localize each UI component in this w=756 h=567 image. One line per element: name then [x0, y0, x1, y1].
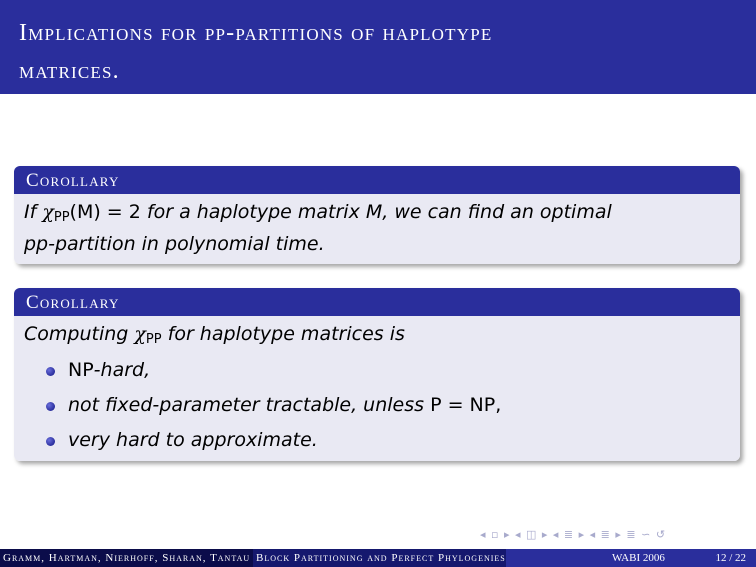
chi-symbol: χ [42, 201, 54, 223]
item-2-text: not fixed-parameter tractable, unless [68, 394, 425, 416]
footer-page-number: 12 / 22 [715, 552, 746, 564]
list-item [24, 353, 730, 388]
footer-event: WABI 2006 [612, 552, 665, 564]
slide-title-line2: matrices. [19, 58, 120, 84]
corollary-2-intro-a: Computing [24, 323, 129, 345]
corollary-1-equation: (M) = 2 [69, 201, 141, 223]
corollary-2-intro [24, 321, 730, 353]
corollary-1-if: If [24, 201, 37, 223]
slide-title [0, 0, 756, 94]
footer-right [506, 549, 756, 567]
corollary-block-2-body [14, 316, 740, 461]
corollary-1-line2: pp-partition in polynomial time. [24, 233, 325, 255]
corollary-2-intro-b: for haplotype matrices is [161, 323, 405, 345]
bullet-icon [46, 402, 55, 411]
corollary-block-1-body [14, 194, 740, 264]
list-item [24, 388, 730, 423]
item-2-equation: P = NP, [424, 394, 502, 416]
bullet-icon [46, 367, 55, 376]
footer-short-title: Block Partitioning and Perfect Phylogenies [253, 549, 506, 567]
footer-authors: Gramm, Hartman, Nierhoff, Sharan, Tantau [0, 549, 253, 567]
pp-subscript: PP [53, 210, 70, 225]
corollary-1-rest: for a haplotype matrix M, we can find an optimal [140, 201, 612, 223]
bullet-icon [46, 437, 55, 446]
corollary-2-list [24, 353, 730, 458]
beamer-navigation-icons[interactable]: ◂ ▫ ▸ ◂ ◫ ▸ ◂ ≣ ▸ ◂ ≣ ▸ ≣ ∽ ↺ [480, 528, 667, 541]
item-3-text: very hard to approximate. [68, 429, 318, 451]
footer [0, 549, 756, 567]
chi-symbol: χ [134, 323, 146, 345]
pp-subscript: PP [145, 332, 162, 347]
list-item [24, 423, 730, 458]
corollary-block-1-title: Corollary [14, 166, 740, 194]
corollary-block-1 [14, 166, 740, 264]
corollary-block-2-title: Corollary [14, 288, 740, 316]
item-1-np: NP [68, 359, 94, 381]
slide-title-line1: Implications for pp-partitions of haplotype [19, 20, 493, 46]
corollary-1-line1 [24, 199, 730, 231]
item-1-text: -hard, [93, 359, 151, 381]
corollary-block-2 [14, 288, 740, 461]
